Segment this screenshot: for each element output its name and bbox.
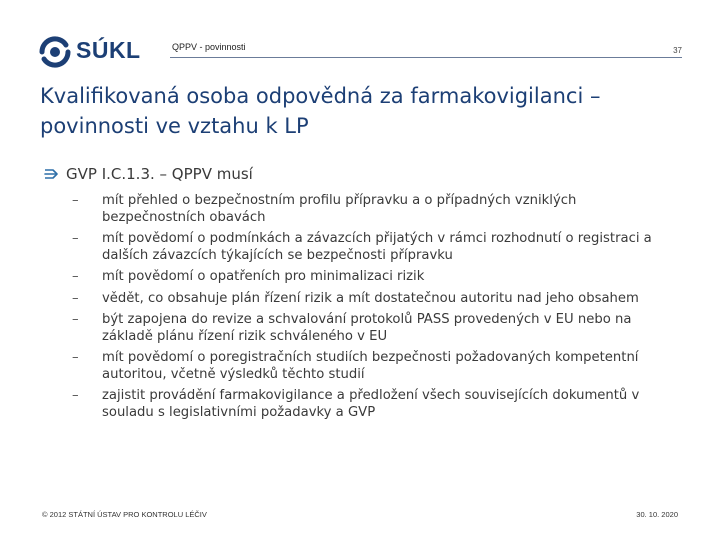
dash-bullet: – bbox=[72, 350, 79, 365]
header-title: QPPV - povinnosti bbox=[172, 42, 246, 52]
list-item bbox=[72, 350, 672, 383]
dash-bullet: – bbox=[72, 290, 79, 306]
list-item-text: mít přehled o bezpečnostním profilu přípravku a o případných vzniklých bezpečnostních obavách bbox=[102, 193, 577, 225]
footer-date: 30. 10. 2020 bbox=[636, 510, 678, 519]
list-item-text: mít povědomí o podmínkách a závazcích přijatých v rámci rozhodnutí o registraci a dalších závazcích týkajících se bezpečnosti přípravku bbox=[102, 231, 652, 263]
list-item bbox=[72, 193, 672, 226]
list-item-text: mít povědomí o opatřeních pro minimalizaci rizik bbox=[102, 269, 425, 284]
list-item-text: být zapojena do revize a schvalování protokolů PASS provedených v EU nebo na základě plánu řízení rizik schváleného v EU bbox=[102, 312, 632, 344]
page-number: 37 bbox=[673, 46, 682, 55]
sub-bullet-list bbox=[72, 193, 672, 426]
sukl-logo bbox=[38, 35, 156, 69]
main-bullet-text: GVP I.C.1.3. – QPPV musí bbox=[66, 165, 253, 183]
list-item-text: mít povědomí o poregistračních studiích bezpečnosti požadovaných kompetentní autoritou, včetně výsledků těchto studií bbox=[102, 350, 639, 382]
list-item bbox=[72, 269, 672, 286]
list-item bbox=[72, 291, 672, 308]
list-item bbox=[72, 388, 672, 421]
dash-bullet: – bbox=[72, 312, 79, 327]
header-divider bbox=[170, 57, 682, 58]
dash-bullet: – bbox=[72, 231, 79, 246]
list-item bbox=[72, 231, 672, 264]
sukl-logo-icon bbox=[38, 35, 72, 69]
logo-text: SÚKL bbox=[76, 37, 141, 63]
footer-copyright: © 2012 STÁTNÍ ÚSTAV PRO KONTROLU LÉČIV bbox=[42, 510, 207, 519]
bullet-arrow-icon bbox=[43, 167, 59, 181]
list-item-text: zajistit provádění farmakovigilance a předložení všech souvisejících dokumentů v souladu s legislativními požadavky a GVP bbox=[102, 388, 640, 420]
list-item bbox=[72, 312, 672, 345]
dash-bullet: – bbox=[72, 193, 79, 208]
dash-bullet: – bbox=[72, 269, 79, 284]
list-item-text: vědět, co obsahuje plán řízení rizik a mít dostatečnou autoritu nad jeho obsahem bbox=[102, 290, 639, 306]
main-bullet bbox=[43, 165, 253, 183]
dash-bullet: – bbox=[72, 388, 79, 403]
slide-title: Kvalifikovaná osoba odpovědná za farmakovigilanci – povinnosti ve vztahu k LP bbox=[40, 84, 601, 138]
